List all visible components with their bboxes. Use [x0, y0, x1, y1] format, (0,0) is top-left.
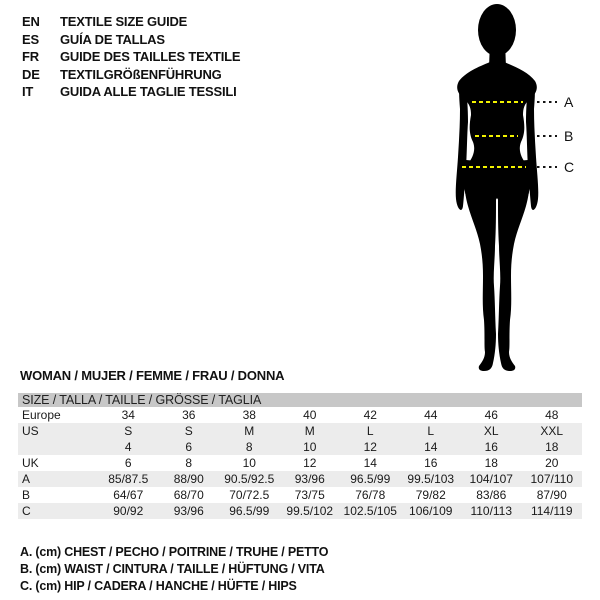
- size-cell: 44: [424, 408, 438, 422]
- size-cell: 104/107: [469, 472, 513, 486]
- language-row: [22, 48, 240, 66]
- size-cell: 96.5/99: [350, 472, 391, 486]
- size-cell: 16: [424, 456, 438, 470]
- size-cell: 73/75: [294, 488, 325, 502]
- legend-line: C. (cm) HIP / CADERA / HANCHE / HÜFTE / HIPS: [20, 579, 297, 593]
- size-cell: 42: [363, 408, 377, 422]
- silhouette-left-leg: [464, 160, 496, 371]
- size-cell: 83/86: [476, 488, 507, 502]
- size-cell: 16: [484, 440, 498, 454]
- size-cell: 8: [245, 440, 253, 454]
- size-cell: 12: [303, 456, 317, 470]
- size-cell: 10: [242, 456, 256, 470]
- row-label: C: [22, 504, 31, 518]
- size-cell: 36: [182, 408, 196, 422]
- size-cell: 18: [484, 456, 498, 470]
- table-row: [18, 471, 582, 487]
- size-cell: 102.5/105: [343, 504, 397, 518]
- woman-silhouette: [456, 4, 539, 371]
- row-label: Europe: [22, 408, 61, 422]
- hip-label: C: [564, 159, 575, 175]
- size-cell: 12: [363, 440, 377, 454]
- size-cell: 38: [242, 408, 256, 422]
- size-cell: 14: [363, 456, 377, 470]
- legend-line: A. (cm) CHEST / PECHO / POITRINE / TRUHE / PETTO: [20, 545, 329, 559]
- woman-silhouette-figure: [440, 2, 600, 374]
- size-cell: 90/92: [113, 504, 144, 518]
- row-label: B: [22, 488, 31, 502]
- size-cell: L: [427, 424, 435, 438]
- size-cell: 114/119: [530, 504, 573, 518]
- language-label: GUÍA DE TALLAS: [60, 31, 165, 47]
- size-cell: 6: [124, 456, 132, 470]
- size-cell: 88/90: [173, 472, 204, 486]
- size-cell: 6: [185, 440, 193, 454]
- silhouette-right-leg: [498, 160, 530, 371]
- size-cell: 76/78: [355, 488, 386, 502]
- size-cell: 10: [303, 440, 317, 454]
- size-cell: M: [244, 424, 255, 438]
- size-cell: 14: [424, 440, 438, 454]
- size-cell: 90.5/92.5: [224, 472, 275, 486]
- language-row: [22, 13, 240, 31]
- size-cell: S: [184, 424, 193, 438]
- language-code: EN: [22, 14, 40, 29]
- size-cell: 8: [185, 456, 193, 470]
- table-row: [18, 455, 582, 471]
- measurement-legend: [20, 544, 328, 595]
- language-code: ES: [22, 31, 39, 47]
- size-cell: 68/70: [173, 488, 204, 502]
- size-cell: 87/90: [536, 488, 567, 502]
- size-cell: M: [304, 424, 315, 438]
- table-row: [18, 487, 582, 503]
- size-cell: 110/113: [470, 504, 513, 518]
- size-cell: 96.5/99: [229, 504, 270, 518]
- language-row: [22, 83, 240, 101]
- language-code: FR: [22, 49, 39, 64]
- row-label: UK: [22, 456, 39, 470]
- table-row: [18, 503, 582, 519]
- size-cell: 20: [545, 456, 559, 470]
- size-cell: 107/110: [530, 472, 573, 486]
- size-cell: 79/82: [415, 488, 446, 502]
- language-row: [22, 66, 240, 84]
- size-cell: XL: [483, 424, 499, 438]
- waist-label: B: [564, 128, 574, 144]
- size-cell: 70/72.5: [229, 488, 270, 502]
- table-row: [18, 439, 582, 455]
- size-cell: 99.5/103: [407, 472, 455, 486]
- legend-line: B. (cm) WAIST / CINTURA / TAILLE / HÜFTUNG / VITA: [20, 562, 325, 576]
- size-cell: XXL: [540, 424, 564, 438]
- size-cell: 99.5/102: [286, 504, 334, 518]
- size-cell: 34: [121, 408, 135, 422]
- size-table-header: SIZE / TALLA / TAILLE / GRÖSSE / TAGLIA: [18, 393, 582, 407]
- size-cell: 93/96: [173, 504, 204, 518]
- size-table-body: [18, 407, 582, 519]
- size-cell: 48: [545, 408, 559, 422]
- language-label: TEXTILGRÖßENFÜHRUNG: [60, 66, 222, 82]
- row-label: [18, 439, 98, 455]
- size-cell: 18: [545, 440, 559, 454]
- size-table: [18, 393, 582, 519]
- size-cell: 64/67: [113, 488, 144, 502]
- size-cell: 85/87.5: [108, 472, 149, 486]
- language-label: GUIDA ALLE TAGLIE TESSILI: [60, 84, 237, 99]
- language-code: DE: [22, 66, 40, 82]
- row-label: US: [22, 424, 39, 438]
- language-code: IT: [22, 84, 34, 99]
- table-row: [18, 423, 582, 439]
- size-cell: 106/109: [409, 504, 453, 518]
- size-cell: 40: [303, 408, 317, 422]
- size-cell: S: [124, 424, 133, 438]
- table-row: [18, 407, 582, 423]
- language-label: TEXTILE SIZE GUIDE: [60, 14, 188, 29]
- size-cell: 4: [124, 440, 132, 454]
- row-label: A: [22, 472, 31, 486]
- language-label: GUIDE DES TAILLES TEXTILE: [60, 49, 241, 64]
- gender-heading: WOMAN / MUJER / FEMME / FRAU / DONNA: [20, 368, 285, 383]
- chest-label: A: [564, 94, 574, 110]
- size-cell: L: [366, 424, 374, 438]
- language-list: [22, 13, 240, 101]
- size-cell: 46: [484, 408, 498, 422]
- size-cell: 93/96: [294, 472, 325, 486]
- language-row: [22, 31, 240, 49]
